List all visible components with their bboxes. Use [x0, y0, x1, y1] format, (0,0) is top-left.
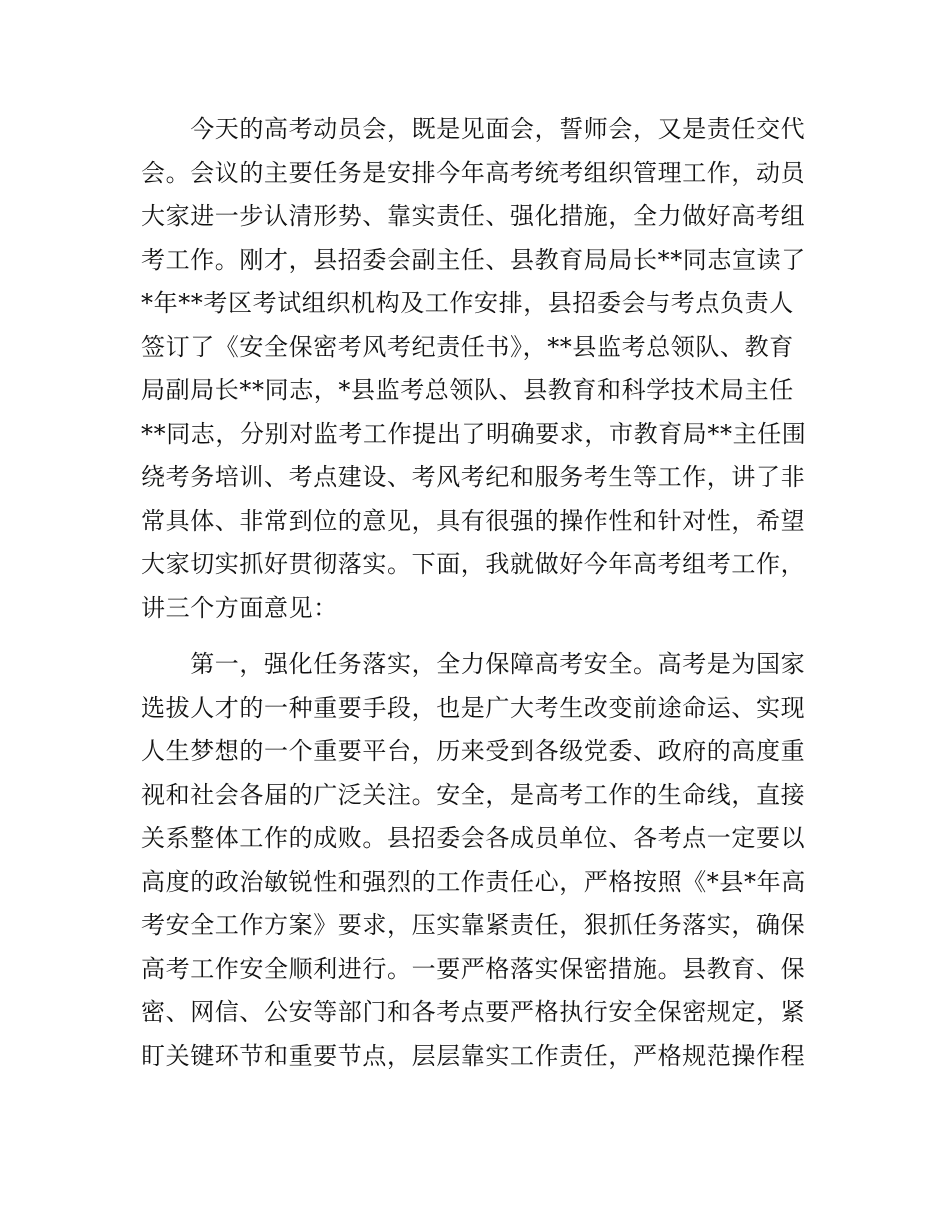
paragraph-opening [141, 108, 813, 630]
text-line: 大家进一步认清形势、靠实责任、强化措施，全力做好高考组 [141, 202, 806, 230]
text-line: 讲三个方面意见： [141, 593, 338, 622]
text-line: 第一，强化任务落实，全力保障高考安全。高考是为国家 [141, 650, 806, 678]
text-line: 高考工作安全顺利进行。一要严格落实保密措施。县教育、保 [141, 954, 806, 983]
text-line: 常具体、非常到位的意见，具有很强的操作性和针对性，希望 [141, 506, 806, 535]
text-line: 大家切实抓好贯彻落实。下面，我就做好今年高考组考工作， [141, 550, 806, 578]
document-body [141, 108, 813, 1078]
text-line: 今天的高考动员会，既是见面会，誓师会，又是责任交代 [141, 115, 806, 143]
text-line: 关系整体工作的成败。县招委会各成员单位、各考点一定要以 [141, 824, 806, 852]
text-line: 人生梦想的一个重要平台，历来受到各级党委、政府的高度重 [141, 737, 806, 765]
text-line: 考安全工作方案》要求，压实靠紧责任，狠抓任务落实，确保 [141, 911, 806, 939]
text-line: 选拔人才的一种重要手段，也是广大考生改变前途命运、实现 [141, 693, 806, 722]
text-line: 高度的政治敏锐性和强烈的工作责任心，严格按照《*县*年高 [141, 867, 806, 896]
text-line: 会。会议的主要任务是安排今年高考统考组织管理工作，动员 [141, 158, 806, 187]
text-line: 局副局长**同志，*县监考总领队、县教育和科学技术局主任 [141, 376, 794, 404]
text-line: 考工作。刚才，县招委会副主任、县教育局局长**同志宣读了 [141, 245, 806, 274]
text-line: 密、网信、公安等部门和各考点要严格执行安全保密规定，紧 [141, 998, 806, 1026]
text-line: **同志，分别对监考工作提出了明确要求，市教育局**主任围 [141, 419, 807, 448]
text-line: 盯关键环节和重要节点，层层靠实工作责任，严格规范操作程 [141, 1041, 806, 1070]
text-line: *年**考区考试组织机构及工作安排，县招委会与考点负责人 [141, 289, 794, 317]
text-line: 视和社会各届的广泛关注。安全，是高考工作的生命线，直接 [141, 780, 806, 809]
text-line: 签订了《安全保密考风考纪责任书》，**县监考总领队、教育 [141, 332, 794, 361]
paragraph-section-one [141, 643, 813, 1078]
text-line: 绕考务培训、考点建设、考风考纪和服务考生等工作，讲了非 [141, 463, 806, 491]
